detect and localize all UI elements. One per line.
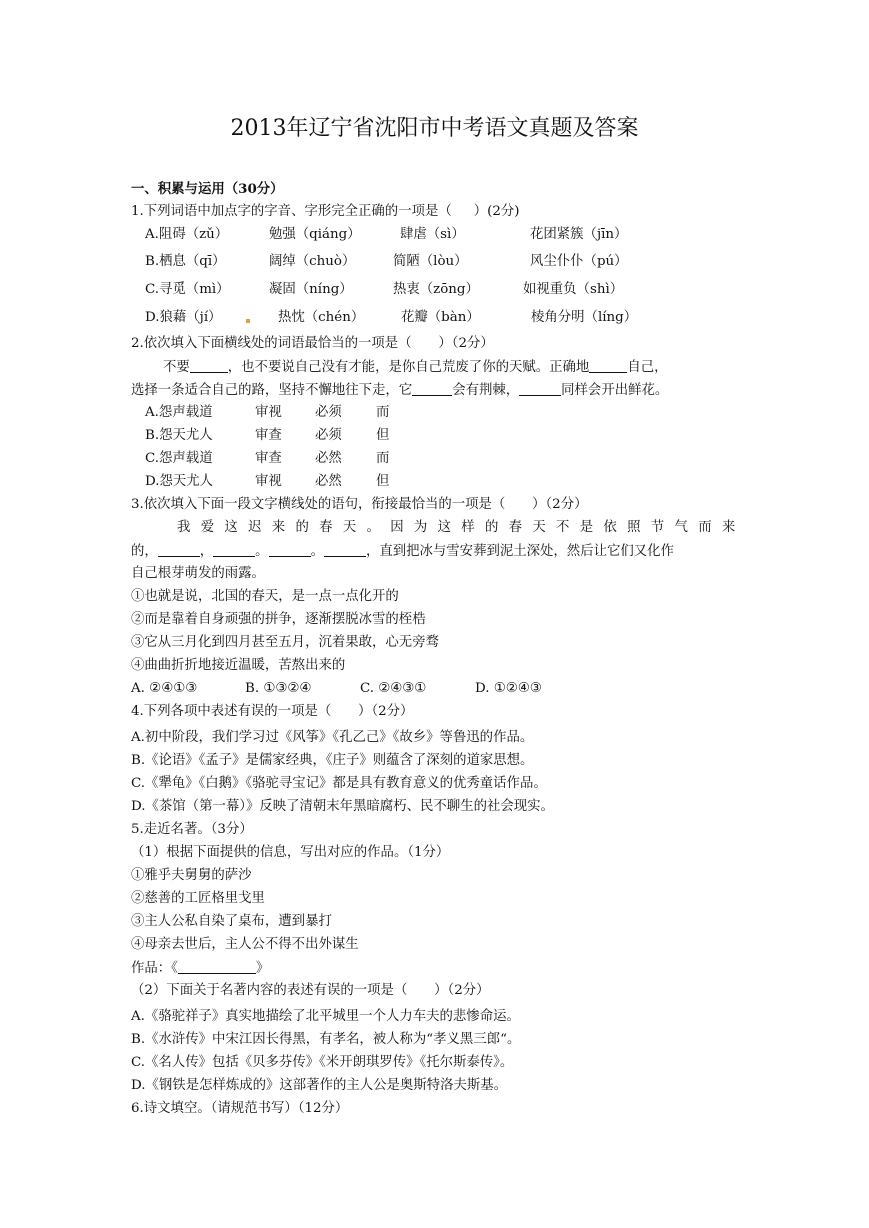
q3-passage-line-3: 自己根芽萌发的雨露。 [131, 566, 265, 581]
q5-info-1: ①雅乎夫舅舅的萨沙 [131, 868, 252, 883]
question-6-stem: 6.诗文填空。（请规范书写）（12分） [131, 1101, 349, 1116]
q3-passage-line-1: 我爱这迟来的春天。因为这样的春天不是依照节气而来 [177, 520, 746, 535]
q5-sub-question-1: （1）根据下面提供的信息，写出对应的作品。（1分） [131, 845, 450, 860]
q5-info-2: ②慈善的工匠格里戈里 [131, 891, 265, 906]
q3-passage-line-2: 的， ， 。 。 ，直到把冰与雪安葬到泥土深处，然后让它们又化作 [131, 540, 674, 563]
page-title: 2013年辽宁省沈阳市中考语文真题及答案 [230, 116, 639, 141]
q5-option-c: C.《名人传》包括《贝多芬传》《米开朗琪罗传》《托尔斯泰传》。 [131, 1055, 514, 1070]
q4-option-b: B.《论语》《孟子》是儒家经典，《庄子》则蕴含了深刻的道家思想。 [131, 753, 534, 768]
question-5-stem: 5.走近名著。（3分） [131, 822, 253, 837]
stray-mark [246, 319, 250, 323]
q5-work-answer: 作品：《 》 [131, 957, 269, 980]
q4-option-a: A.初中阶段，我们学习过《风筝》《孔乙己》《故乡》等鲁迅的作品。 [131, 730, 534, 745]
q2-passage-line-1: 不要 ，也不要说自己没有才能，是你自己荒废了你的天赋。正确地 自己， [163, 356, 668, 379]
question-4-stem: 4.下列各项中表述有误的一项是（ ）（2分） [131, 704, 414, 719]
q3-sentence-2: ②而是靠着自身顽强的拼争，逐渐摆脱冰雪的桎梏 [131, 612, 426, 627]
question-2-stem: 2.依次填入下面横线处的词语最恰当的一项是（ ）（2分） [131, 336, 494, 351]
q3-sentence-1: ①也就是说，北国的春天，是一点一点化开的 [131, 589, 399, 604]
q5-info-3: ③主人公私自染了桌布，遭到暴打 [131, 914, 332, 929]
q5-option-d: D.《钢铁是怎样炼成的》这部著作的主人公是奥斯特洛夫斯基。 [131, 1078, 508, 1093]
q4-option-d: D.《茶馆（第一幕）》反映了清朝末年黑暗腐朽、民不聊生的社会现实。 [131, 799, 554, 814]
q4-option-c: C.《犟龟》《白鹅》《骆驼寻宝记》都是具有教育意义的优秀童话作品。 [131, 776, 547, 791]
q3-sentence-4: ④曲曲折折地接近温暖，苦熬出来的 [131, 658, 346, 673]
q5-sub-question-2: （2）下面关于名著内容的表述有误的一项是（ ）（2分） [131, 983, 490, 998]
question-3-stem: 3.依次填入下面一段文字横线处的语句，衔接最恰当的一项是（ ）（2分） [131, 497, 588, 512]
q3-sentence-3: ③它从三月化到四月甚至五月，沉着果敢，心无旁骛 [131, 635, 439, 650]
question-1-stem: 1.下列词语中加点字的字音、字形完全正确的一项是（ ）(2分) [131, 204, 520, 219]
q5-option-b: B.《水浒传》中宋江因长得黑，有孝名，被人称为“孝义黑三郎“。 [131, 1032, 521, 1047]
q5-info-4: ④母亲去世后，主人公不得不出外谋生 [131, 937, 359, 952]
section-heading: 一、积累与运用（30分） [131, 181, 284, 197]
q5-option-a: A.《骆驼祥子》真实地描绘了北平城里一个人力车夫的悲惨命运。 [131, 1009, 520, 1024]
q2-passage-line-2: 选择一条适合自己的路，坚持不懈地往下走，它 会有荆棘， 同样会开出鲜花。 [131, 379, 668, 402]
